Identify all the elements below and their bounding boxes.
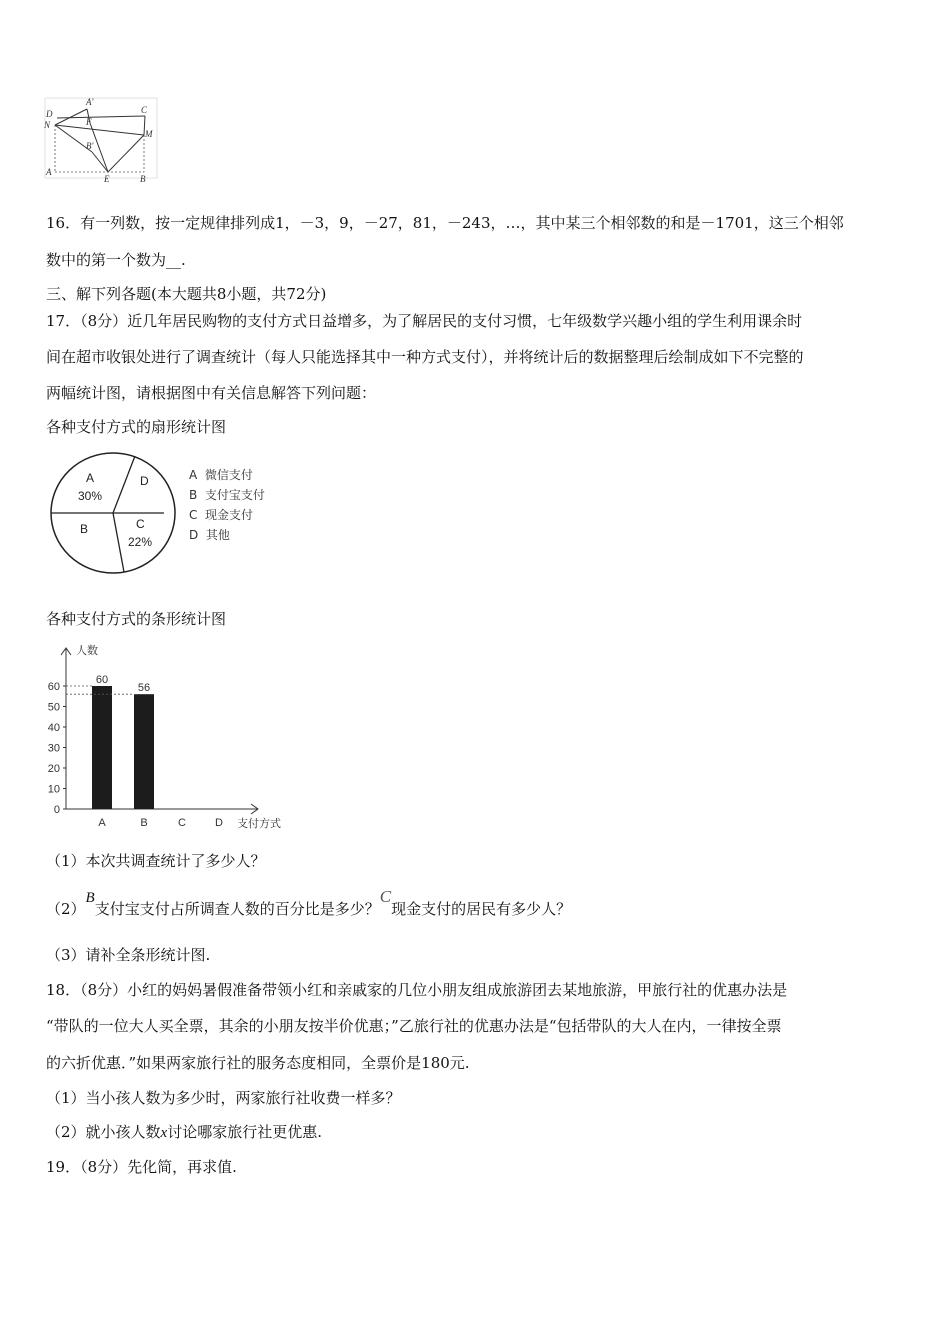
pie-slice-label-c: C <box>136 517 145 531</box>
pie-divider-b-c <box>113 513 124 572</box>
q17-sub3: （3）请补全条形统计图. <box>46 946 211 964</box>
pie-slice-label-d: D <box>140 474 149 488</box>
segment-me <box>108 135 144 172</box>
q16-line2: 数中的第一个数为__. <box>46 251 186 269</box>
bar-chart <box>40 640 310 835</box>
pie-chart <box>48 450 188 580</box>
bar <box>92 686 112 809</box>
bar-value-label: 60 <box>95 674 109 686</box>
q19-line1: 19．（8分）先化简，再求值. <box>46 1158 237 1176</box>
y-tick-label: 40 <box>47 722 60 734</box>
bar-chart-title: 各种支付方式的条形统计图 <box>46 610 227 628</box>
q16-line1: 16．有一列数，按一定规律排列成1，－3，9，－27，81，－243，…，其中某三个相邻数的和是－1701，这三个相邻 <box>46 214 844 232</box>
y-tick-label: 50 <box>47 701 60 714</box>
point-label: F <box>86 117 92 127</box>
bar <box>134 694 154 809</box>
y-axis-label: 人数 <box>76 645 98 657</box>
segment-nm <box>55 125 144 135</box>
point-label: D <box>46 109 53 119</box>
point-label: M <box>145 129 153 139</box>
q17-line3: 两幅统计图，请根据图中有关信息解答下列问题： <box>46 384 377 402</box>
q17-sub1: （1）本次共调查统计了多少人？ <box>46 852 266 870</box>
pie-slice-percent-c: 22% <box>128 535 153 549</box>
section-heading: 三、解下列各题(本大题共8小题，共72分) <box>46 285 327 303</box>
pie-divider-a-d <box>113 456 135 513</box>
y-tick-label: 0 <box>53 804 60 816</box>
legend-item: A 微信支付 <box>189 468 253 482</box>
q18-line2: “带队的一位大人买全票，其余的小朋友按半价优惠；”乙旅行社的优惠办法是“包括带队的大人在内，一律按全票 <box>46 1017 782 1035</box>
x-tick-label: C <box>178 817 186 829</box>
y-tick-label: 30 <box>47 742 60 755</box>
point-label: C <box>141 105 148 115</box>
q18-line1: 18．（8分）小红的妈妈暑假准备带领小红和亲戚家的几位小朋友组成旅游团去某地旅游，甲旅行社的优惠办法是 <box>46 981 788 999</box>
pie-slice-percent-a: 30% <box>78 489 103 503</box>
bar-value-label: 56 <box>137 682 151 695</box>
x-axis-label: 支付方式 <box>237 818 281 830</box>
point-label: N <box>44 120 51 130</box>
point-label: A <box>46 167 52 177</box>
y-tick-label: 60 <box>47 681 60 693</box>
pie-slice-label-a: A <box>86 471 95 485</box>
x-tick-label: D <box>215 817 223 829</box>
q17-sub2: （2）B支付宝支付占所调查人数的百分比是多少？C现金支付的居民有多少人？ <box>46 887 572 918</box>
q17-line2: 间在超市收银处进行了调查统计（每人只能选择其中一种方式支付），并将统计后的数据整理后绘制成如下不完整的 <box>46 348 804 366</box>
q18-sub1: （1）当小孩人数为多少时，两家旅行社收费一样多？ <box>46 1089 401 1107</box>
legend-item: B 支付宝支付 <box>189 488 265 502</box>
pie-chart-title: 各种支付方式的扇形统计图 <box>46 418 227 436</box>
q18-sub2: （2）就小孩人数x讨论哪家旅行社更优惠. <box>46 1123 322 1141</box>
legend-item: C 现金支付 <box>189 508 254 522</box>
legend-item: D 其他 <box>189 528 230 542</box>
pie-slice-label-b: B <box>80 522 89 536</box>
q18-line3: 的六折优惠．”如果两家旅行社的服务态度相同，全票价是180元. <box>46 1054 470 1072</box>
y-tick-label: 10 <box>47 783 60 796</box>
point-label: B <box>140 174 146 184</box>
x-tick-label: A <box>98 817 106 829</box>
point-label: B' <box>86 141 94 151</box>
point-label: E <box>104 174 110 184</box>
x-tick-label: B <box>140 817 148 829</box>
point-label: A' <box>86 97 94 107</box>
segment-be <box>92 152 108 172</box>
geometry-figure <box>40 95 165 185</box>
q17-line1: 17．（8分）近几年居民购物的支付方式日益增多，为了解居民的支付习惯，七年级数学兴趣小组的学生利用课余时 <box>46 312 803 330</box>
y-tick-label: 20 <box>47 763 60 775</box>
